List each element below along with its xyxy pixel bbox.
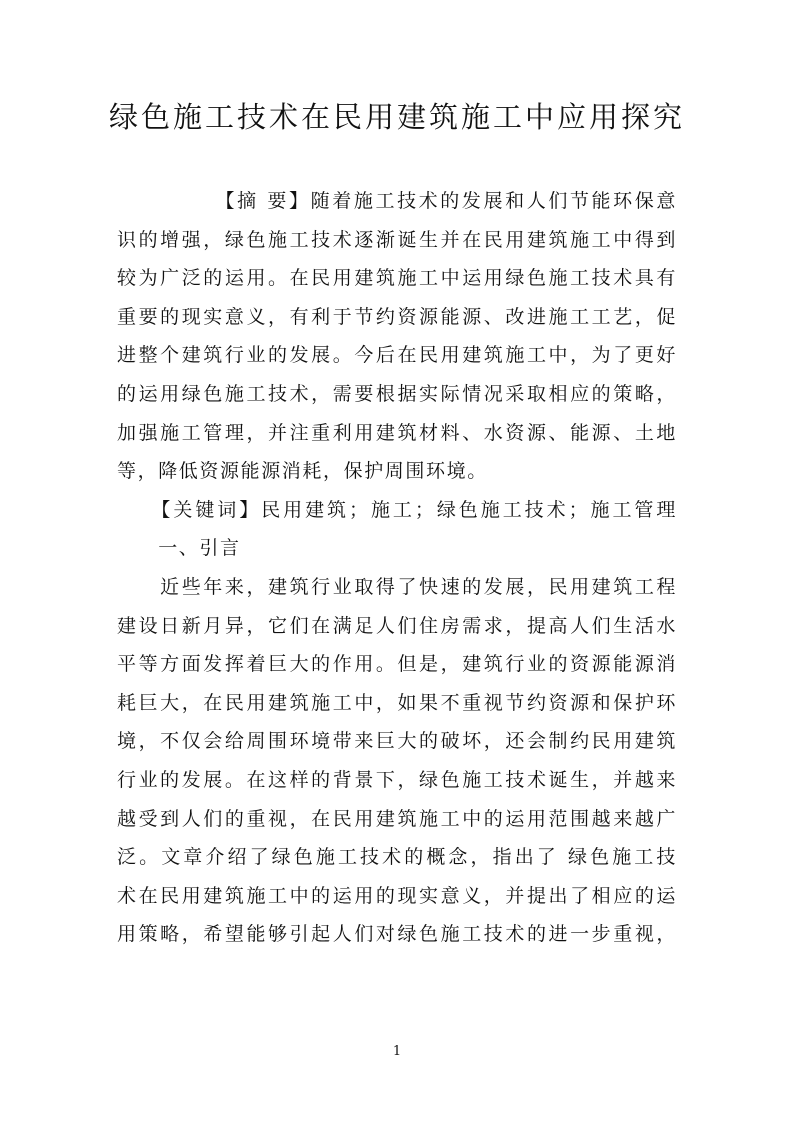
text-line: 越受到人们的重视，在民用建筑施工中的运用范围越来越广	[117, 807, 677, 830]
text-line: 行业的发展。在这样的背景下，绿色施工技术诞生，并越来	[117, 768, 677, 791]
text-line: 用策略，希望能够引起人们对绿色施工技术的进一步重视，	[117, 923, 677, 946]
document-title: 绿色施工技术在民用建筑施工中应用探究	[108, 100, 685, 134]
text-line: 较为广泛的运用。在民用建筑施工中运用绿色施工技术具有	[117, 267, 677, 290]
text-line: 重要的现实意义，有利于节约资源能源、改进施工工艺，促	[117, 305, 677, 328]
text-line: 等，降低资源能源消耗，保护周围环境。	[117, 460, 488, 483]
text-line: 术在民用建筑施工中的运用的现实意义，并提出了相应的运	[117, 884, 677, 907]
document-body	[117, 182, 677, 954]
page-number: 1	[392, 1044, 402, 1059]
text-line: 识的增强，绿色施工技术逐渐诞生并在民用建筑施工中得到	[117, 228, 677, 251]
text-line: 建设日新月异，它们在满足人们住房需求，提高人们生活水	[117, 614, 677, 637]
text-line: 泛。文章介绍了绿色施工技术的概念，指出了 绿色施工技	[117, 846, 677, 869]
text-line: 【摘 要】随着施工技术的发展和人们节能环保意	[117, 190, 677, 212]
text-line: 进整个建筑行业的发展。今后在民用建筑施工中，为了更好	[117, 344, 677, 367]
text-line: 的运用绿色施工技术，需要根据实际情况采取相应的策略，	[117, 382, 677, 405]
text-line: 一、引言	[117, 537, 241, 560]
text-line: 平等方面发挥着巨大的作用。但是，建筑行业的资源能源消	[117, 653, 677, 676]
text-line: 近些年来，建筑行业取得了快速的发展，民用建筑工程	[117, 575, 677, 598]
text-line: 境，不仅会给周围环境带来巨大的破坏，还会制约民用建筑	[117, 730, 677, 753]
text-line: 加强施工管理，并注重利用建筑材料、水资源、能源、土地	[117, 421, 677, 444]
text-line: 【关键词】民用建筑；施工；绿色施工技术；施工管理	[117, 498, 677, 521]
text-line: 耗巨大，在民用建筑施工中，如果不重视节约资源和保护环	[117, 691, 677, 714]
